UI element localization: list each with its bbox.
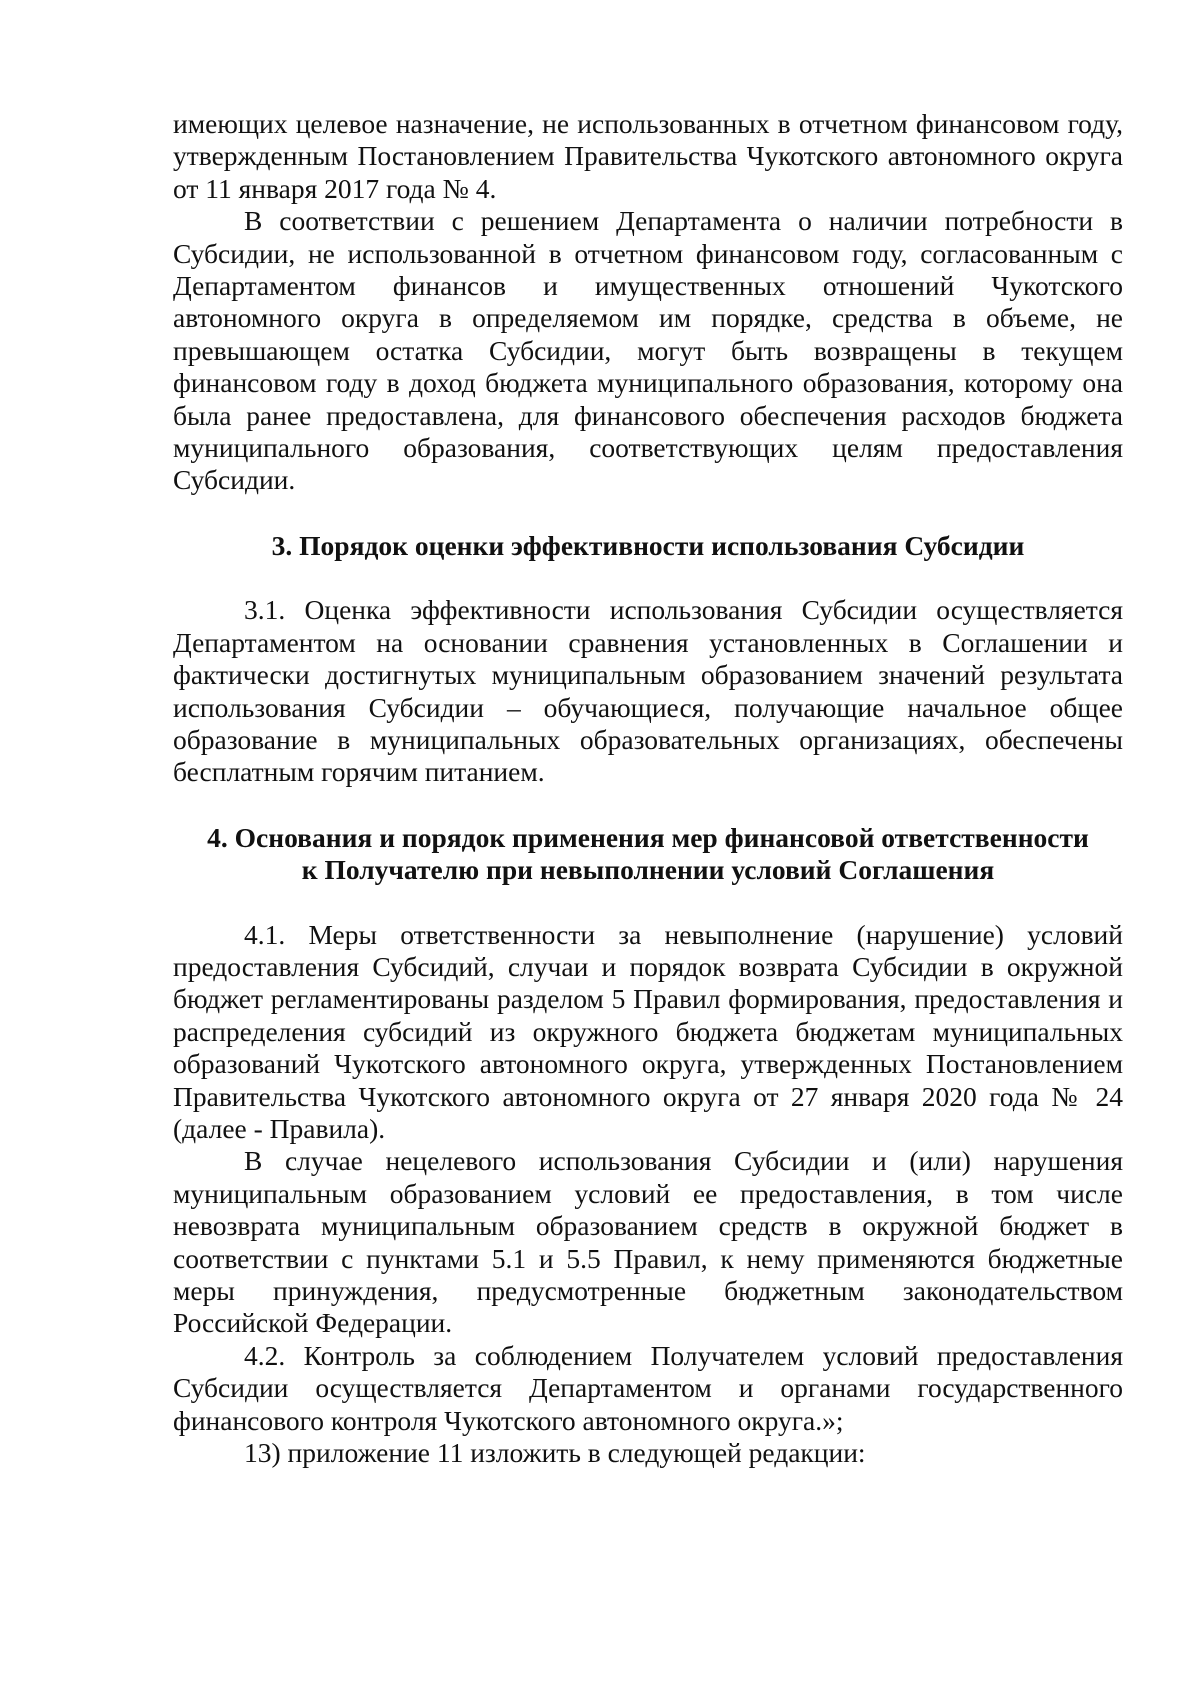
paragraph-4-2: 4.2. Контроль за соблюдением Получателем условий предоставления Субсидии осуществляется Департаментом и органами государственного финансового контроля Чукотского автономного округа.»; (173, 1339, 1123, 1436)
paragraph-4-1: 4.1. Меры ответственности за невыполнение (нарушение) условий предоставления Субсидий, случаи и порядок возврата Субсидии в окружной бюджет регламентированы разделом 5 Правил формирования, предоставления и распределения субсидий из окружного бюджета бюджетам муниципальных образований Чукотского автономного округа, утвержденных Постановлением Правительства Чукотского автономного округа от 27 января 2020 года № 24 (далее - Правила). (173, 918, 1123, 1144)
paragraph-misuse: В случае нецелевого использования Субсидии и (или) нарушения муниципальным образованием условий ее предоставления, в том числе невозврата муниципальным образованием средств в окружной бюджет в соответствии с пунктами 5.1 и 5.5 Правил, к нему применяются бюджетные меры принуждения, предусмотренные бюджетным законодательством Российской Федерации. (173, 1145, 1123, 1339)
section-3-heading: 3. Порядок оценки эффективности использования Субсидии (271, 529, 1025, 561)
section-4-heading (173, 822, 1123, 887)
document-page (173, 108, 1123, 1469)
section-4-heading-line-2: к Получателю при невыполнении условий Соглашения (301, 854, 995, 886)
section-4-heading-line-1: 4. Основания и порядок применения мер финансовой ответственности (207, 821, 1089, 853)
paragraph-13: 13) приложение 11 изложить в следующей редакции: (244, 1437, 866, 1469)
paragraph-intro: имеющих целевое назначение, не использованных в отчетном финансовом году, утвержденным Постановлением Правительства Чукотского автономного округа от 11 января 2017 года № 4. (173, 108, 1123, 204)
paragraph-subsidy-return: В соответствии с решением Департамента о наличии потребности в Субсидии, не использованной в отчетном финансовом году, согласованным с Департаментом финансов и имущественных отношений Чукотского автономного округа в определяемом им порядке, средства в объеме, не превышающем остатка Субсидии, могут быть возвращены в текущем финансовом году в доход бюджета муниципального образования, которому она была ранее предоставлена, для финансового обеспечения расходов бюджета муниципального образования, соответствующих целям предоставления Субсидии. (173, 205, 1123, 496)
paragraph-3-1: 3.1. Оценка эффективности использования Субсидии осуществляется Департаментом на основании сравнения установленных в Соглашении и фактически достигнутых муниципальным образованием значений результата использования Субсидии – обучающиеся, получающие начальное общее образование в муниципальных образовательных организациях, обеспечены бесплатным горячим питанием. (173, 594, 1123, 788)
